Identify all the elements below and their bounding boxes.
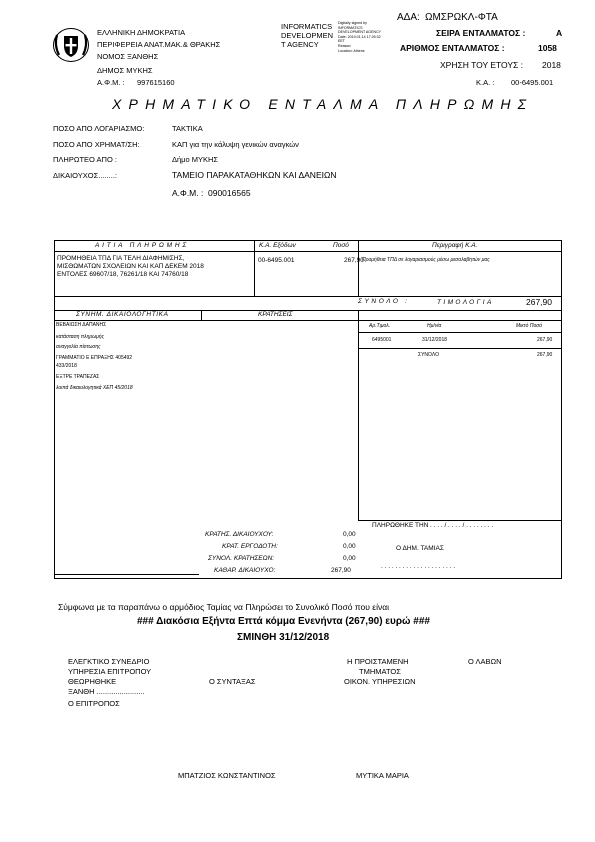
header-line-3: ΝΟΜΟΣ ΞΑΝΘΗΣ (97, 52, 159, 61)
timologia-row-arithmos: 6495001 (372, 337, 392, 343)
elegktiko-1: ΕΛΕΓΚΤΙΚΟ ΣΥΝΕΔΡΙΟ (68, 657, 150, 666)
header-kratiseis: ΚΡΑΤΗΣΕΙΣ (258, 311, 293, 318)
synolo-label: ΣΥΝΟΛΟ : (358, 298, 410, 305)
aitia-line-1: ΠΡΟΜΗΘΕΙΑ ΤΠΔ ΓΙΑ ΤΕΛΗ ΔΙΑΦΗΜΙΣΗΣ, (57, 255, 185, 262)
dikaiouxos-afm-value: 090016565 (208, 188, 251, 198)
header-afm-label: Α.Φ.Μ. : (97, 78, 125, 87)
poso-logariasmo-label: ΠΟΣΟ ΑΠΟ ΛΟΓΑΡΙΑΣΜΟ: (53, 124, 145, 133)
dikaiologitiko-2: κατάσταση πληρωμής (56, 334, 105, 340)
timologia-row-poso: 267,90 (537, 337, 553, 343)
pliroteo-value: Δήμο ΜΥΚΗΣ (172, 155, 219, 164)
perigrafi-value: Προμήθεια ΤΠΔ σε λογαριασμούς μέσω μεσολαβητών μας (362, 257, 490, 263)
ka-label: Κ.Α. : (476, 78, 495, 87)
signer-name-line-1: INFORMATICS (281, 22, 333, 31)
header-line-1: ΕΛΛΗΝΙΚΗ ΔΗΜΟΚΡΑΤΙΑ (97, 28, 186, 37)
xrisi-label: ΧΡΗΣΗ ΤΟΥ ΕΤΟΥΣ : (440, 60, 524, 70)
header-dikaiologitika: ΣΥΝΗΜ. ΔΙΚΑΙΟΛΟΓΗΤΙΚΑ (76, 311, 169, 318)
dikaiologitiko-7: λοιπά δικαιολογητικά ΧΕΠ 45/2018 (56, 385, 133, 391)
proistameni-1: Η ΠΡΟΙΣΤΑΜΕΝΗ (347, 657, 409, 666)
tamias-dots: . . . . . . . . . . . . . . . . . . . . . (381, 563, 456, 570)
amount-in-words: ### Διακόσια Εξήντα Επτά κόμμα Ενενήντα (267,90) ευρώ ### (137, 616, 430, 627)
closing-sentence: Σύμφωνα με τα παραπάνω ο αρμόδιος Ταμίας να Πληρώσει το Συνολικό Ποσό που είναι (58, 602, 390, 612)
kathar-label: ΚΑΘΑΡ. ΔΙΚΑΙΟΥΧΟ: (214, 567, 276, 574)
poso-logariasmo-value: ΤΑΚΤΙΚΑ (172, 124, 203, 133)
dikaiouxos-value: ΤΑΜΕΙΟ ΠΑΡΑΚΑΤΑΘΗΚΩΝ ΚΑΙ ΔΑΝΕΙΩΝ (172, 170, 337, 180)
synolo-value: 267,90 (526, 297, 552, 307)
plirothike-label: ΠΛΗΡΩΘΗΚΕ ΤΗΝ (372, 522, 429, 529)
ka-exodon-value: 00-6495.001 (258, 257, 295, 264)
proistameni-name: ΜΥΤΙΚΑ ΜΑΡΙΑ (356, 771, 409, 780)
dikaiouxos-label: ΔΙΚΑΙΟΥΧΟΣ........: (53, 171, 118, 180)
signer-name-line-3: T AGENCY (281, 40, 319, 49)
signature-details: Digitally signed by INFORMATICS DEVELOPMENT AGENCY Date: 2019.01.14 17:26:32 EET Reason: Location: Athens (338, 21, 382, 53)
ada-label: ΑΔΑ: (397, 12, 420, 23)
pliroteo-label: ΠΛΗΡΩΤΕΟ ΑΠΟ : (53, 155, 117, 164)
ada-value: ΩΜΣΡΩΚΛ-ΦΤΑ (425, 12, 498, 23)
proistameni-2: ΤΜΗΜΑΤΟΣ (359, 667, 401, 676)
timologia-col-poso: Μικτό Ποσό (516, 323, 543, 329)
poso-xrimatodotisi-label: ΠΟΣΟ ΑΠΟ ΧΡΗΜΑΤ/ΣΗ: (53, 140, 140, 149)
timologia-col-arithmos: Αρ.Τιμολ. (369, 323, 391, 329)
syntaxas-name: ΜΠΑΤΖΙΟΣ ΚΩΝΣΤΑΝΤΙΝΟΣ (178, 771, 276, 780)
signer-name-line-2: DEVELOPMEN (281, 31, 334, 40)
header-timologia: ΤΙΜΟΛΟΓΙΑ (437, 299, 494, 306)
elegktiko-2: ΥΠΗΡΕΣΙΑ ΕΠΙΤΡΟΠΟΥ (68, 667, 152, 676)
timologia-synolo-value: 267,90 (537, 352, 553, 358)
poso-value: 267,90 (344, 257, 364, 264)
timologia-row-date: 31/12/2018 (422, 337, 448, 343)
dikaiologitiko-6: ΕΞΤΡΕ ΤΡΑΠΕΖΑΣ (56, 374, 100, 380)
arithmos-label: ΑΡΙΘΜΟΣ ΕΝΤΑΛΜΑΤΟΣ : (400, 43, 505, 53)
header-aitia: ΑΙΤΙΑ ΠΛΗΡΩΜΗΣ (95, 242, 190, 249)
kratiseis-dikaiouxou-value: 0,00 (343, 531, 356, 538)
dikaiologitiko-4: ΓΡΑΜΜΑΤΙΟ Ε ΕΠΡΑΞΗΣ 405492 (56, 355, 133, 361)
dikaiologitiko-3: αναγγελία πίστωσης (56, 344, 101, 350)
plirothike-dots: . . . . / . . . . / . . . . . . . . (430, 522, 494, 529)
poso-xrimatodotisi-value: ΚΑΠ για την κάλυψη γενικών αναγκών (172, 140, 299, 149)
lavon-title: Ο ΛΑΒΩΝ (468, 657, 502, 666)
aitia-line-2: ΜΙΣΘΩΜΑΤΩΝ ΣΧΟΛΕΙΩΝ ΚΑΙ ΚΑΠ ΔΕΚΕΜ 2018 (57, 263, 204, 270)
kathar-value: 267,90 (331, 567, 351, 574)
header-perigrafi: Περιγραφή Κ.Α. (432, 242, 478, 249)
proistameni-3: ΟΙΚΟΝ. ΥΠΗΡΕΣΙΩΝ (344, 677, 416, 686)
krat-ergodoti-label: ΚΡΑΤ. ΕΡΓΟΔΟΤΗ: (222, 543, 278, 550)
header-poso: Ποσό (333, 242, 349, 249)
xrisi-value: 2018 (542, 60, 561, 70)
header-afm-value: 997615160 (137, 78, 175, 87)
header-ka-exodon: Κ.Α. Εξόδων (259, 242, 296, 249)
document-title: ΧΡΗΜΑΤΙΚΟ ΕΝΤΑΛΜΑ ΠΛΗΡΩΜΗΣ (112, 96, 534, 112)
timologia-col-date: Ημ/νία (427, 323, 442, 329)
krat-ergodoti-value: 0,00 (343, 543, 356, 550)
aitia-line-3: ΕΝΤΟΛΕΣ 69607/18, 76261/18 ΚΑΙ 74760/18 (57, 271, 189, 278)
arithmos-value: 1058 (538, 43, 557, 53)
ka-value: 00-6495.001 (511, 78, 554, 87)
elegktiko-5: Ο ΕΠΙΤΡΟΠΟΣ (68, 699, 120, 708)
elegktiko-4: ΞΑΝΘΗ ....................... (68, 687, 145, 696)
greek-emblem (52, 27, 90, 63)
dikaiologitiko-1: ΒΕΒΑΙΩΣΗ ΔΑΠΑΝΗΣ (56, 322, 107, 328)
kratiseis-dikaiouxou-label: ΚΡΑΤΗΣ. ΔΙΚΑΙΟΥΧΟΥ: (205, 531, 274, 538)
timologia-synolo-label: ΣΥΝΟΛΟ (418, 352, 439, 358)
date-line: ΣΜΙΝΘΗ 31/12/2018 (237, 632, 330, 643)
seira-value: Α (556, 28, 563, 38)
dikaiologitiko-5: 433/2018 (56, 363, 77, 369)
syntaxas-title: Ο ΣΥΝΤΑΞΑΣ (209, 677, 256, 686)
synol-kratiseon-label: ΣΥΝΟΛ. ΚΡΑΤΗΣΕΩΝ: (208, 555, 275, 562)
seira-label: ΣΕΙΡΑ ΕΝΤΑΛΜΑΤΟΣ : (436, 28, 526, 38)
synol-kratiseon-value: 0,00 (343, 555, 356, 562)
header-line-4: ΔΗΜΟΣ ΜΥΚΗΣ (97, 66, 153, 75)
header-line-2: ΠΕΡΙΦΕΡΕΙΑ ΑΝΑΤ.ΜΑΚ.& ΘΡΑΚΗΣ (97, 40, 221, 49)
tamias-label: Ο ΔΗΜ. ΤΑΜΙΑΣ (396, 545, 444, 552)
dikaiouxos-afm-label: Α.Φ.Μ. : (172, 188, 204, 198)
elegktiko-3: ΘΕΩΡΗΘΗΚΕ (68, 677, 117, 686)
